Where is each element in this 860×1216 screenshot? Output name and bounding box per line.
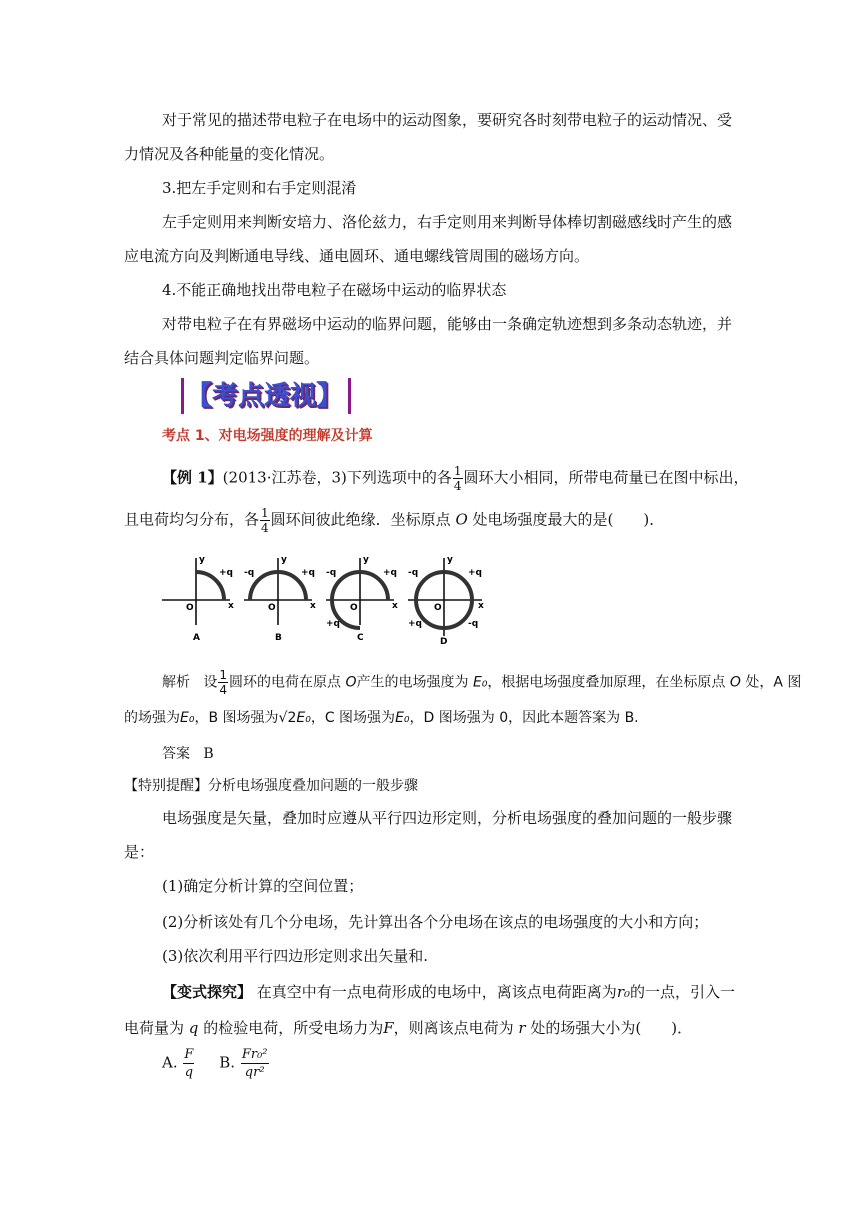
answer-line <box>162 744 214 764</box>
tip-step: (3)依次利用平行四边形定则求出矢量和. <box>162 947 429 965</box>
analysis-line-1 <box>162 668 801 697</box>
panel-a <box>162 555 234 643</box>
analysis-label: 解析 <box>162 674 190 691</box>
example-label: 【例 1】 <box>162 468 223 487</box>
axis-label-y: y <box>363 555 369 565</box>
answer-value: B <box>203 746 214 762</box>
panel-label: A <box>193 633 200 643</box>
e0-symbol: E₀ <box>472 674 488 691</box>
e0-symbol: E₀ <box>296 710 311 726</box>
paragraph-line: 应电流方向及判断通电导线、通电圆环、通电螺线管周围的磁场方向。 <box>124 247 590 265</box>
analysis-text: 设 <box>203 674 218 691</box>
panel-c <box>326 555 398 643</box>
answer-label: 答案 <box>162 746 190 762</box>
charge-label: +q <box>468 568 482 578</box>
example-text: 圆环间彼此绝缘．坐标原点 <box>270 510 451 529</box>
origin-label: O <box>186 603 194 613</box>
axis-label-x: x <box>228 601 234 611</box>
analysis-text: 的场强为 <box>124 710 180 726</box>
tip-title: 分析电场强度叠加问题的一般步骤 <box>208 778 418 794</box>
origin-symbol: O <box>729 674 741 691</box>
charge-label: +q <box>301 568 315 578</box>
origin-label: O <box>268 603 276 613</box>
tip-step: (2)分析该处有几个分电场，先计算出各个分电场在该点的电场强度的大小和方向； <box>162 913 709 931</box>
origin-symbol: O <box>455 510 468 529</box>
panel-label: B <box>275 633 282 643</box>
panel-d <box>408 555 484 646</box>
sqrt-symbol: √2 <box>278 710 297 726</box>
variant-text: ，则离该点电荷为 <box>393 1019 514 1037</box>
fraction: $\frac{1}{4}$ <box>219 668 227 697</box>
panel-label: C <box>357 633 364 643</box>
charge-label: +q <box>326 619 340 629</box>
charge-label: -q <box>408 568 419 578</box>
option-a-fraction: $\frac{F}{q}$ <box>184 1047 194 1080</box>
heading-4: 4.不能正确地找出带电粒子在磁场中运动的临界状态 <box>162 281 507 299</box>
charge-label: -q <box>326 568 337 578</box>
option-b-label: B. <box>219 1053 236 1072</box>
charge-label: +q <box>219 568 233 578</box>
example-line-1 <box>162 464 749 493</box>
analysis-text: ，B 图场强为 <box>194 710 279 726</box>
analysis-text: ，D 图场强为 0，因此本题答案为 B. <box>409 710 639 726</box>
paragraph-line: 左手定则用来判断安培力、洛伦兹力，右手定则用来判断导体棒切割磁感线时产生的感 <box>162 213 733 231</box>
variant-text: 在真空中有一点电荷形成的电场中，离该点电荷距离为 <box>256 983 617 1001</box>
axis-label-x: x <box>478 601 484 611</box>
tip-heading <box>124 776 418 796</box>
charge-label: -q <box>468 619 479 629</box>
analysis-text: 处，A 图 <box>745 674 802 691</box>
fraction: $\frac{1}{4}$ <box>453 464 462 493</box>
origin-label: O <box>350 603 358 613</box>
charge-label: +q <box>408 619 422 629</box>
variant-line-2 <box>124 1018 692 1038</box>
analysis-text: 产生的电场强度为 <box>356 674 469 691</box>
origin-label: O <box>434 603 442 613</box>
tip-line: 是： <box>124 843 155 861</box>
example-text: 且电荷均匀分布，各 <box>124 510 260 529</box>
origin-symbol: O <box>345 674 357 691</box>
axis-label-x: x <box>392 601 398 611</box>
axis-label-y: y <box>281 555 287 565</box>
axis-label-x: x <box>310 601 316 611</box>
option-b-fraction: $\frac{\text{Fr₀²}}{\text{qr²}}$ <box>241 1047 268 1080</box>
e0-symbol: E₀ <box>180 710 195 726</box>
analysis-line-2 <box>124 708 639 728</box>
axis-label-y: y <box>447 555 453 565</box>
panel-b <box>244 555 316 643</box>
heading-3: 3.把左手定则和右手定则混淆 <box>162 179 357 197</box>
r-symbol: r <box>518 1019 526 1037</box>
r0-symbol: r₀ <box>616 983 630 1001</box>
example-source: (2013·江苏卷，3)下列选项中的各 <box>222 468 452 487</box>
analysis-text: 圆环的电荷在原点 <box>229 674 341 691</box>
charge-label: -q <box>244 568 255 578</box>
section-title: 考点 1、对电场强度的理解及计算 <box>162 428 373 444</box>
tip-label: 【特别提醒】 <box>124 778 208 794</box>
variant-text: 电荷量为 <box>124 1019 185 1037</box>
variant-text: 处的场强大小为( )． <box>530 1019 693 1037</box>
paragraph-line: 结合具体问题判定临界问题。 <box>124 349 320 367</box>
F-symbol: F <box>383 1019 394 1037</box>
quarter-ring-diagram <box>160 550 490 646</box>
variant-text: 的检验电荷，所受电场力为 <box>203 1019 384 1037</box>
fraction: $\frac{1}{4}$ <box>261 506 269 535</box>
tip-line: 电场强度是矢量，叠加时应遵从平行四边形定则，分析电场强度的叠加问题的一般步骤 <box>162 809 733 827</box>
variant-label: 【变式探究】 <box>162 983 253 1001</box>
e0-symbol: E₀ <box>395 710 410 726</box>
example-text: 处电场强度最大的是( )． <box>472 510 665 529</box>
axis-label-y: y <box>199 555 205 565</box>
section-badge: 【考点透视】 <box>181 378 351 414</box>
paragraph-line: 力情况及各种能量的变化情况。 <box>124 145 335 163</box>
analysis-text: ，根据电场强度叠加原理，在坐标原点 <box>487 674 726 691</box>
variant-text: 的一点，引入一 <box>630 983 736 1001</box>
q-symbol: q <box>188 1019 199 1037</box>
paragraph-line: 对于常见的描述带电粒子在电场中的运动图象，要研究各时刻带电粒子的运动情况、受 <box>162 111 733 129</box>
panel-label: D <box>440 637 448 646</box>
tip-step: (1)确定分析计算的空间位置； <box>162 877 364 895</box>
example-line-2 <box>124 506 664 535</box>
option-a-label: A. <box>162 1053 178 1072</box>
example-text: 圆环大小相同，所带电荷量已在图中标出， <box>463 468 749 487</box>
variant-options <box>162 1046 270 1086</box>
charge-label: +q <box>383 568 397 578</box>
paragraph-line: 对带电粒子在有界磁场中运动的临界问题，能够由一条确定轨迹想到多条动态轨迹，并 <box>162 315 733 333</box>
analysis-text: ，C 图场强为 <box>310 710 396 726</box>
variant-line-1 <box>162 982 735 1002</box>
